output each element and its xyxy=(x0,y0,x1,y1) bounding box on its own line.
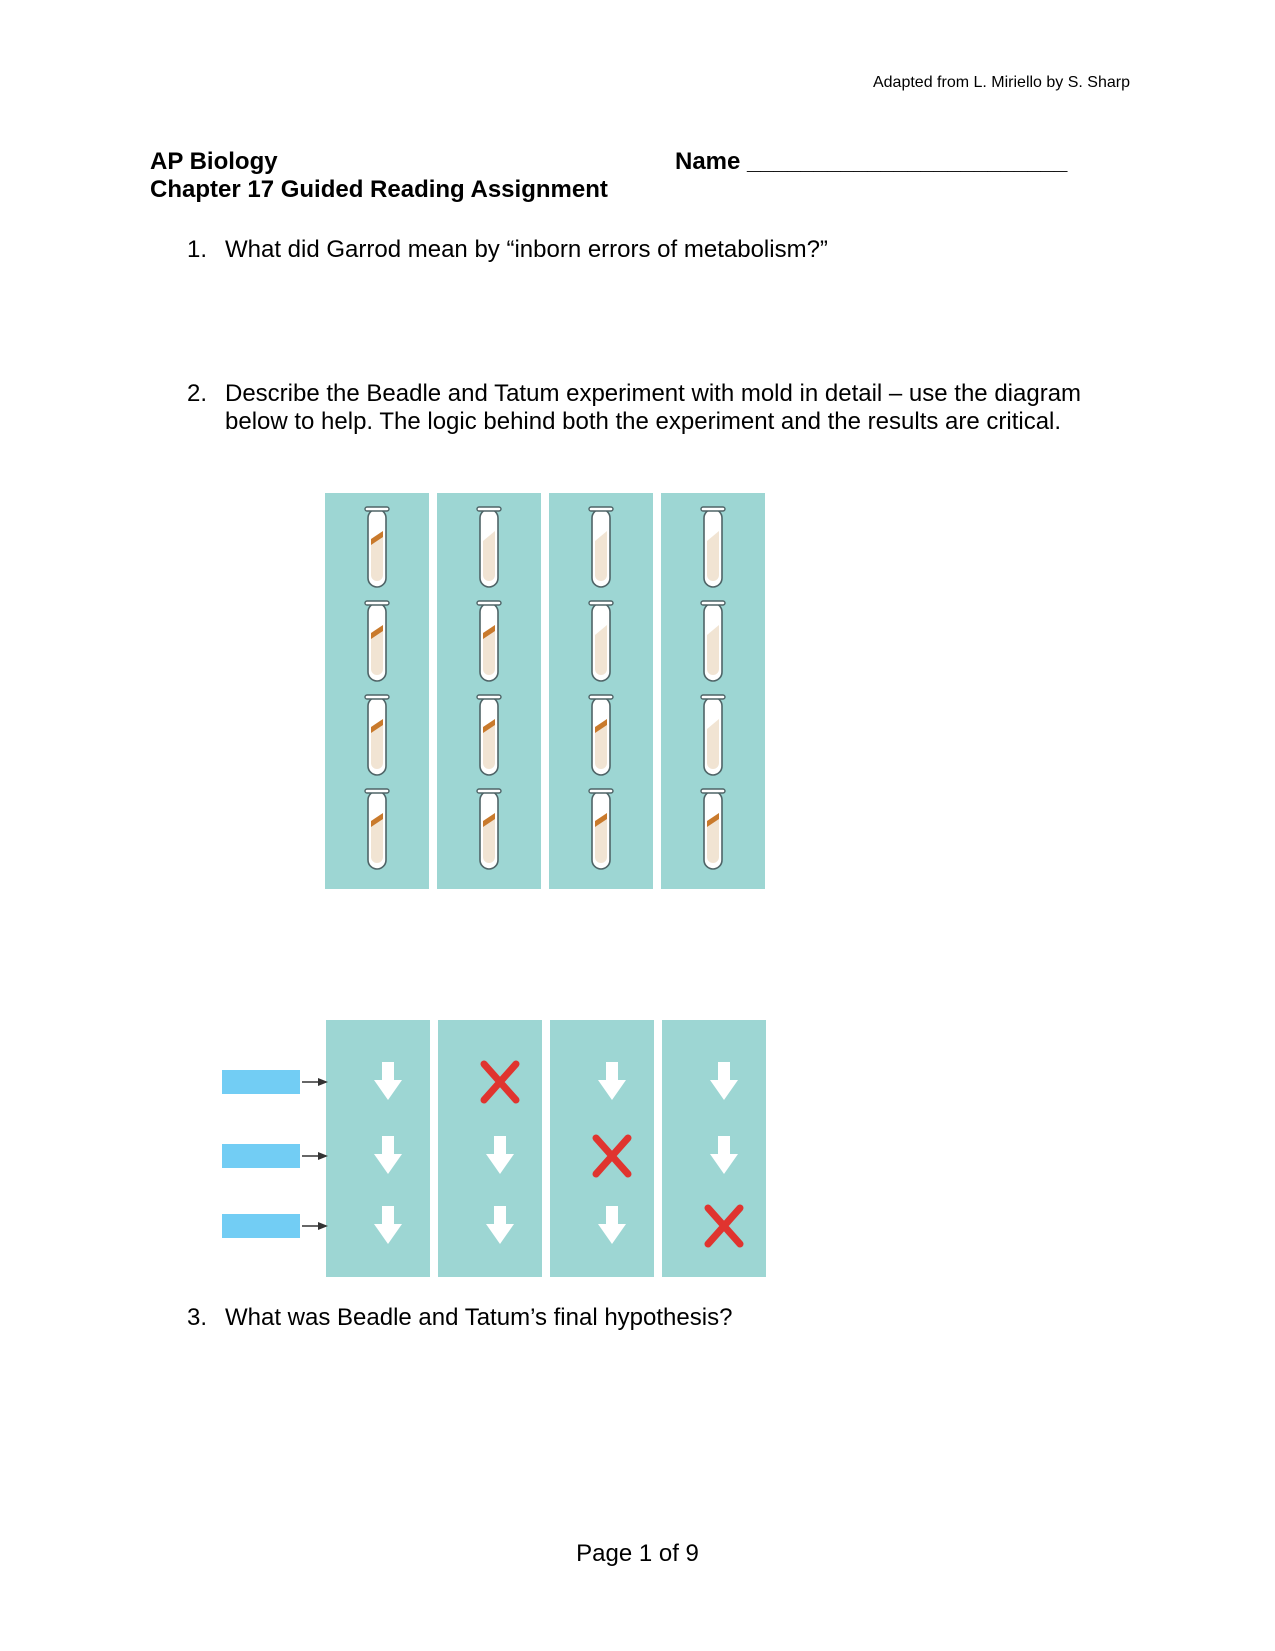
test-tube xyxy=(365,507,389,587)
test-tube xyxy=(701,695,725,775)
question-text: Describe the Beadle and Tatum experiment with mold in detail – use the diagram below to help. The logic behind both the experiment and the results are critical. xyxy=(225,380,1082,435)
tube-rim xyxy=(365,789,389,793)
test-tube xyxy=(477,601,501,681)
test-tube xyxy=(365,601,389,681)
test-tube xyxy=(589,695,613,775)
question-3 xyxy=(187,1304,1137,1332)
tube-rim xyxy=(365,601,389,605)
test-tube xyxy=(365,789,389,869)
question-number: 2. xyxy=(187,380,208,407)
question-2 xyxy=(187,380,1137,436)
test-tube xyxy=(365,695,389,775)
tube-rim xyxy=(701,601,725,605)
attribution: Adapted from L. Miriello by S. Sharp xyxy=(872,74,1130,91)
question-text: What was Beadle and Tatum’s final hypothesis? xyxy=(225,1304,733,1331)
assignment-title: Chapter 17 Guided Reading Assignment xyxy=(150,176,608,203)
question-text: What did Garrod mean by “inborn errors of metabolism?” xyxy=(225,236,828,263)
test-tube xyxy=(701,601,725,681)
question-number: 3. xyxy=(187,1304,208,1331)
tube-rim xyxy=(589,507,613,511)
tube-rim xyxy=(701,789,725,793)
tube-rim xyxy=(589,601,613,605)
tube-rim xyxy=(365,507,389,511)
name-field-label: Name ________________________ xyxy=(675,148,1068,175)
pathway-panel xyxy=(438,1020,542,1277)
tube-rim xyxy=(477,789,501,793)
test-tube xyxy=(589,507,613,587)
tube-rim xyxy=(477,507,501,511)
test-tube xyxy=(477,507,501,587)
test-tube xyxy=(477,789,501,869)
tube-rim xyxy=(477,601,501,605)
test-tube-figure xyxy=(325,493,765,889)
label-box xyxy=(222,1070,300,1094)
question-number: 1. xyxy=(187,236,208,263)
test-tube xyxy=(477,695,501,775)
test-tube xyxy=(701,507,725,587)
test-tube xyxy=(701,789,725,869)
tube-rim xyxy=(701,695,725,699)
tube-rim xyxy=(477,695,501,699)
question-1 xyxy=(187,236,1137,264)
course-title: AP Biology xyxy=(150,148,278,175)
tube-rim xyxy=(701,507,725,511)
label-box xyxy=(222,1214,300,1238)
metabolic-pathway-figure xyxy=(222,1020,766,1277)
tube-rim xyxy=(365,695,389,699)
test-tube xyxy=(589,601,613,681)
tube-rim xyxy=(589,789,613,793)
page-number: Page 1 of 9 xyxy=(576,1540,699,1567)
test-tube xyxy=(589,789,613,869)
tube-rim xyxy=(589,695,613,699)
label-box xyxy=(222,1144,300,1168)
pathway-panel xyxy=(326,1020,430,1277)
